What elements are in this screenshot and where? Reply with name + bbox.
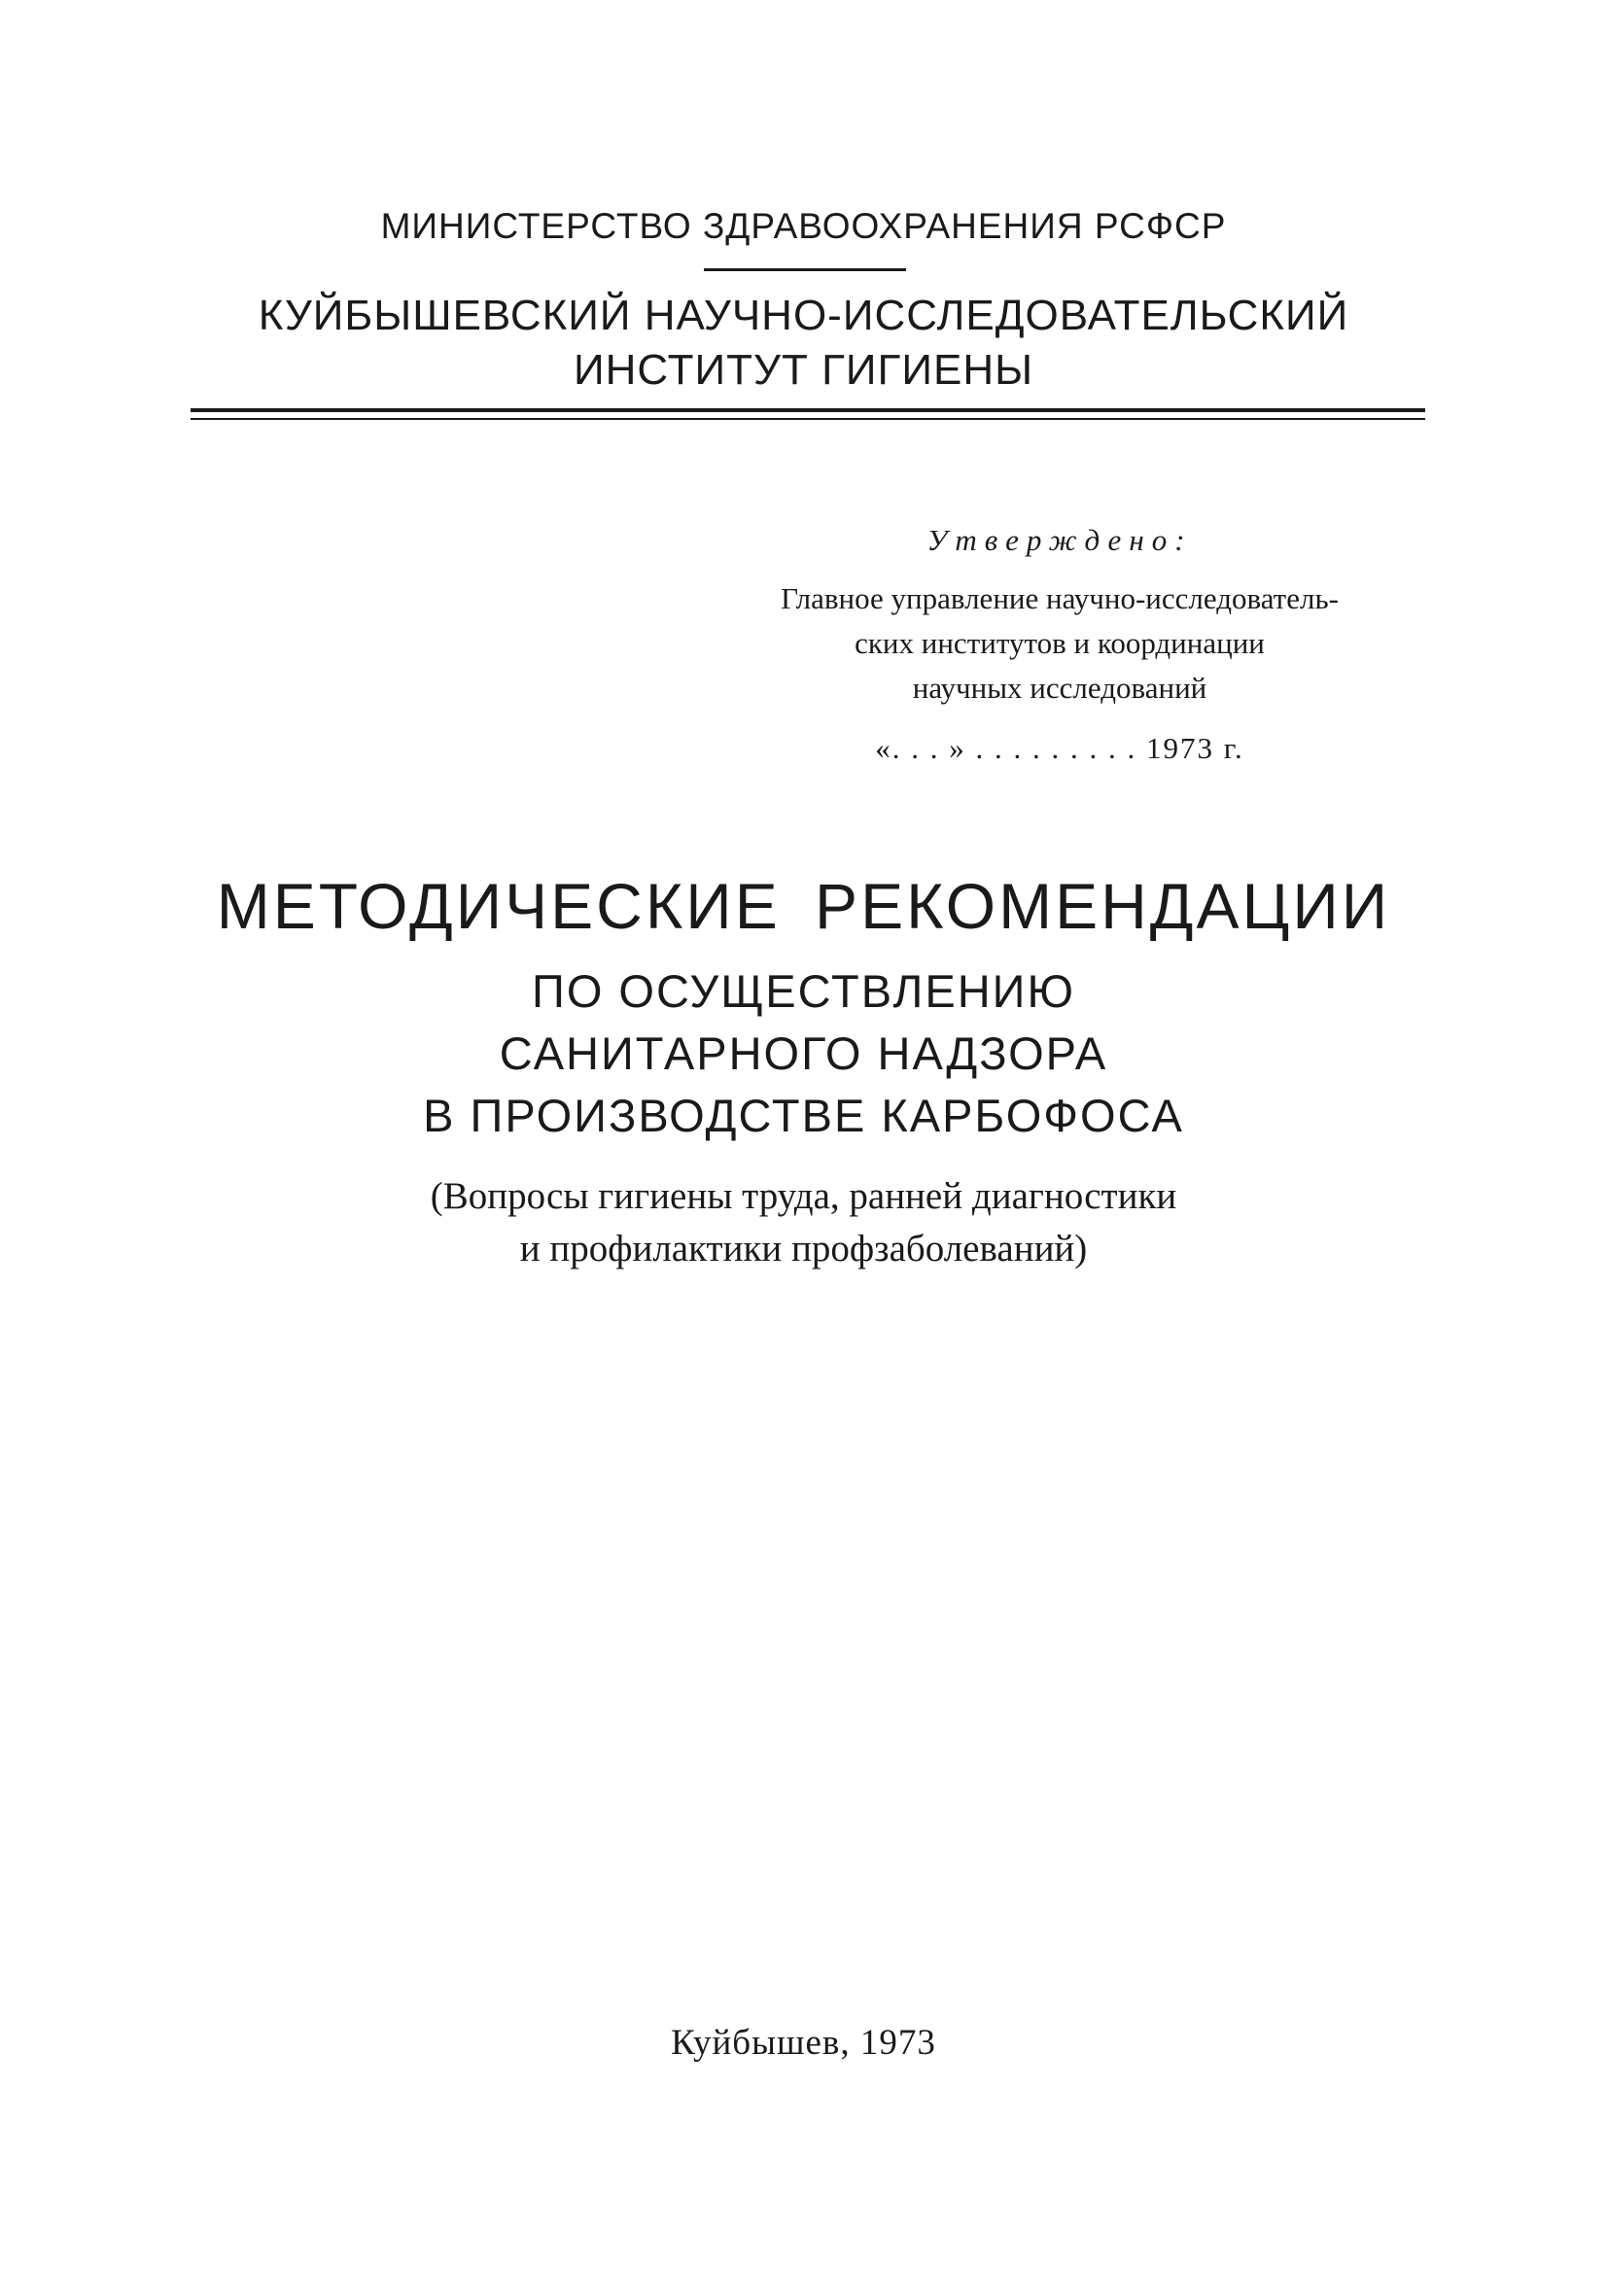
institute-name-line-2: ИНСТИТУТ ГИГИЕНЫ (573, 346, 1034, 394)
publication-place-year: Куйбышев, 1973 (671, 2023, 936, 2063)
ministry-name: МИНИСТЕРСТВО ЗДРАВООХРАНЕНИЯ РСФСР (380, 206, 1227, 246)
approval-line-2: ских институтов и координации (855, 626, 1265, 660)
document-title: МЕТОДИЧЕСКИЕ РЕКОМЕНДАЦИИ (216, 870, 1391, 942)
document-subtitle-line-2: САНИТАРНОГО НАДЗОРА (499, 1027, 1108, 1079)
approval-date: «. . . » . . . . . . . . . 1973 г. (875, 731, 1244, 765)
document-scope-line-1: (Вопросы гигиены труда, ранней диагностики (430, 1175, 1177, 1217)
document-scope-line-2: и профилактики профзаболеваний) (519, 1228, 1088, 1270)
institute-name-line-1: КУЙБЫШЕВСКИЙ НАУЧНО-ИССЛЕДОВАТЕЛЬСКИЙ (258, 292, 1349, 339)
header-divider-thick (191, 408, 1425, 412)
short-divider (704, 268, 906, 271)
approval-line-3: научных исследований (912, 671, 1207, 705)
document-subtitle-line-1: ПО ОСУЩЕСТВЛЕНИЮ (532, 965, 1075, 1017)
header-divider-thin (191, 418, 1425, 420)
document-subtitle-line-3: В ПРОИЗВОДСТВЕ КАРБОФОСА (423, 1090, 1184, 1141)
approval-line-1: Главное управление научно-исследователь- (781, 581, 1339, 615)
approval-label: Утверждено: (926, 523, 1193, 557)
